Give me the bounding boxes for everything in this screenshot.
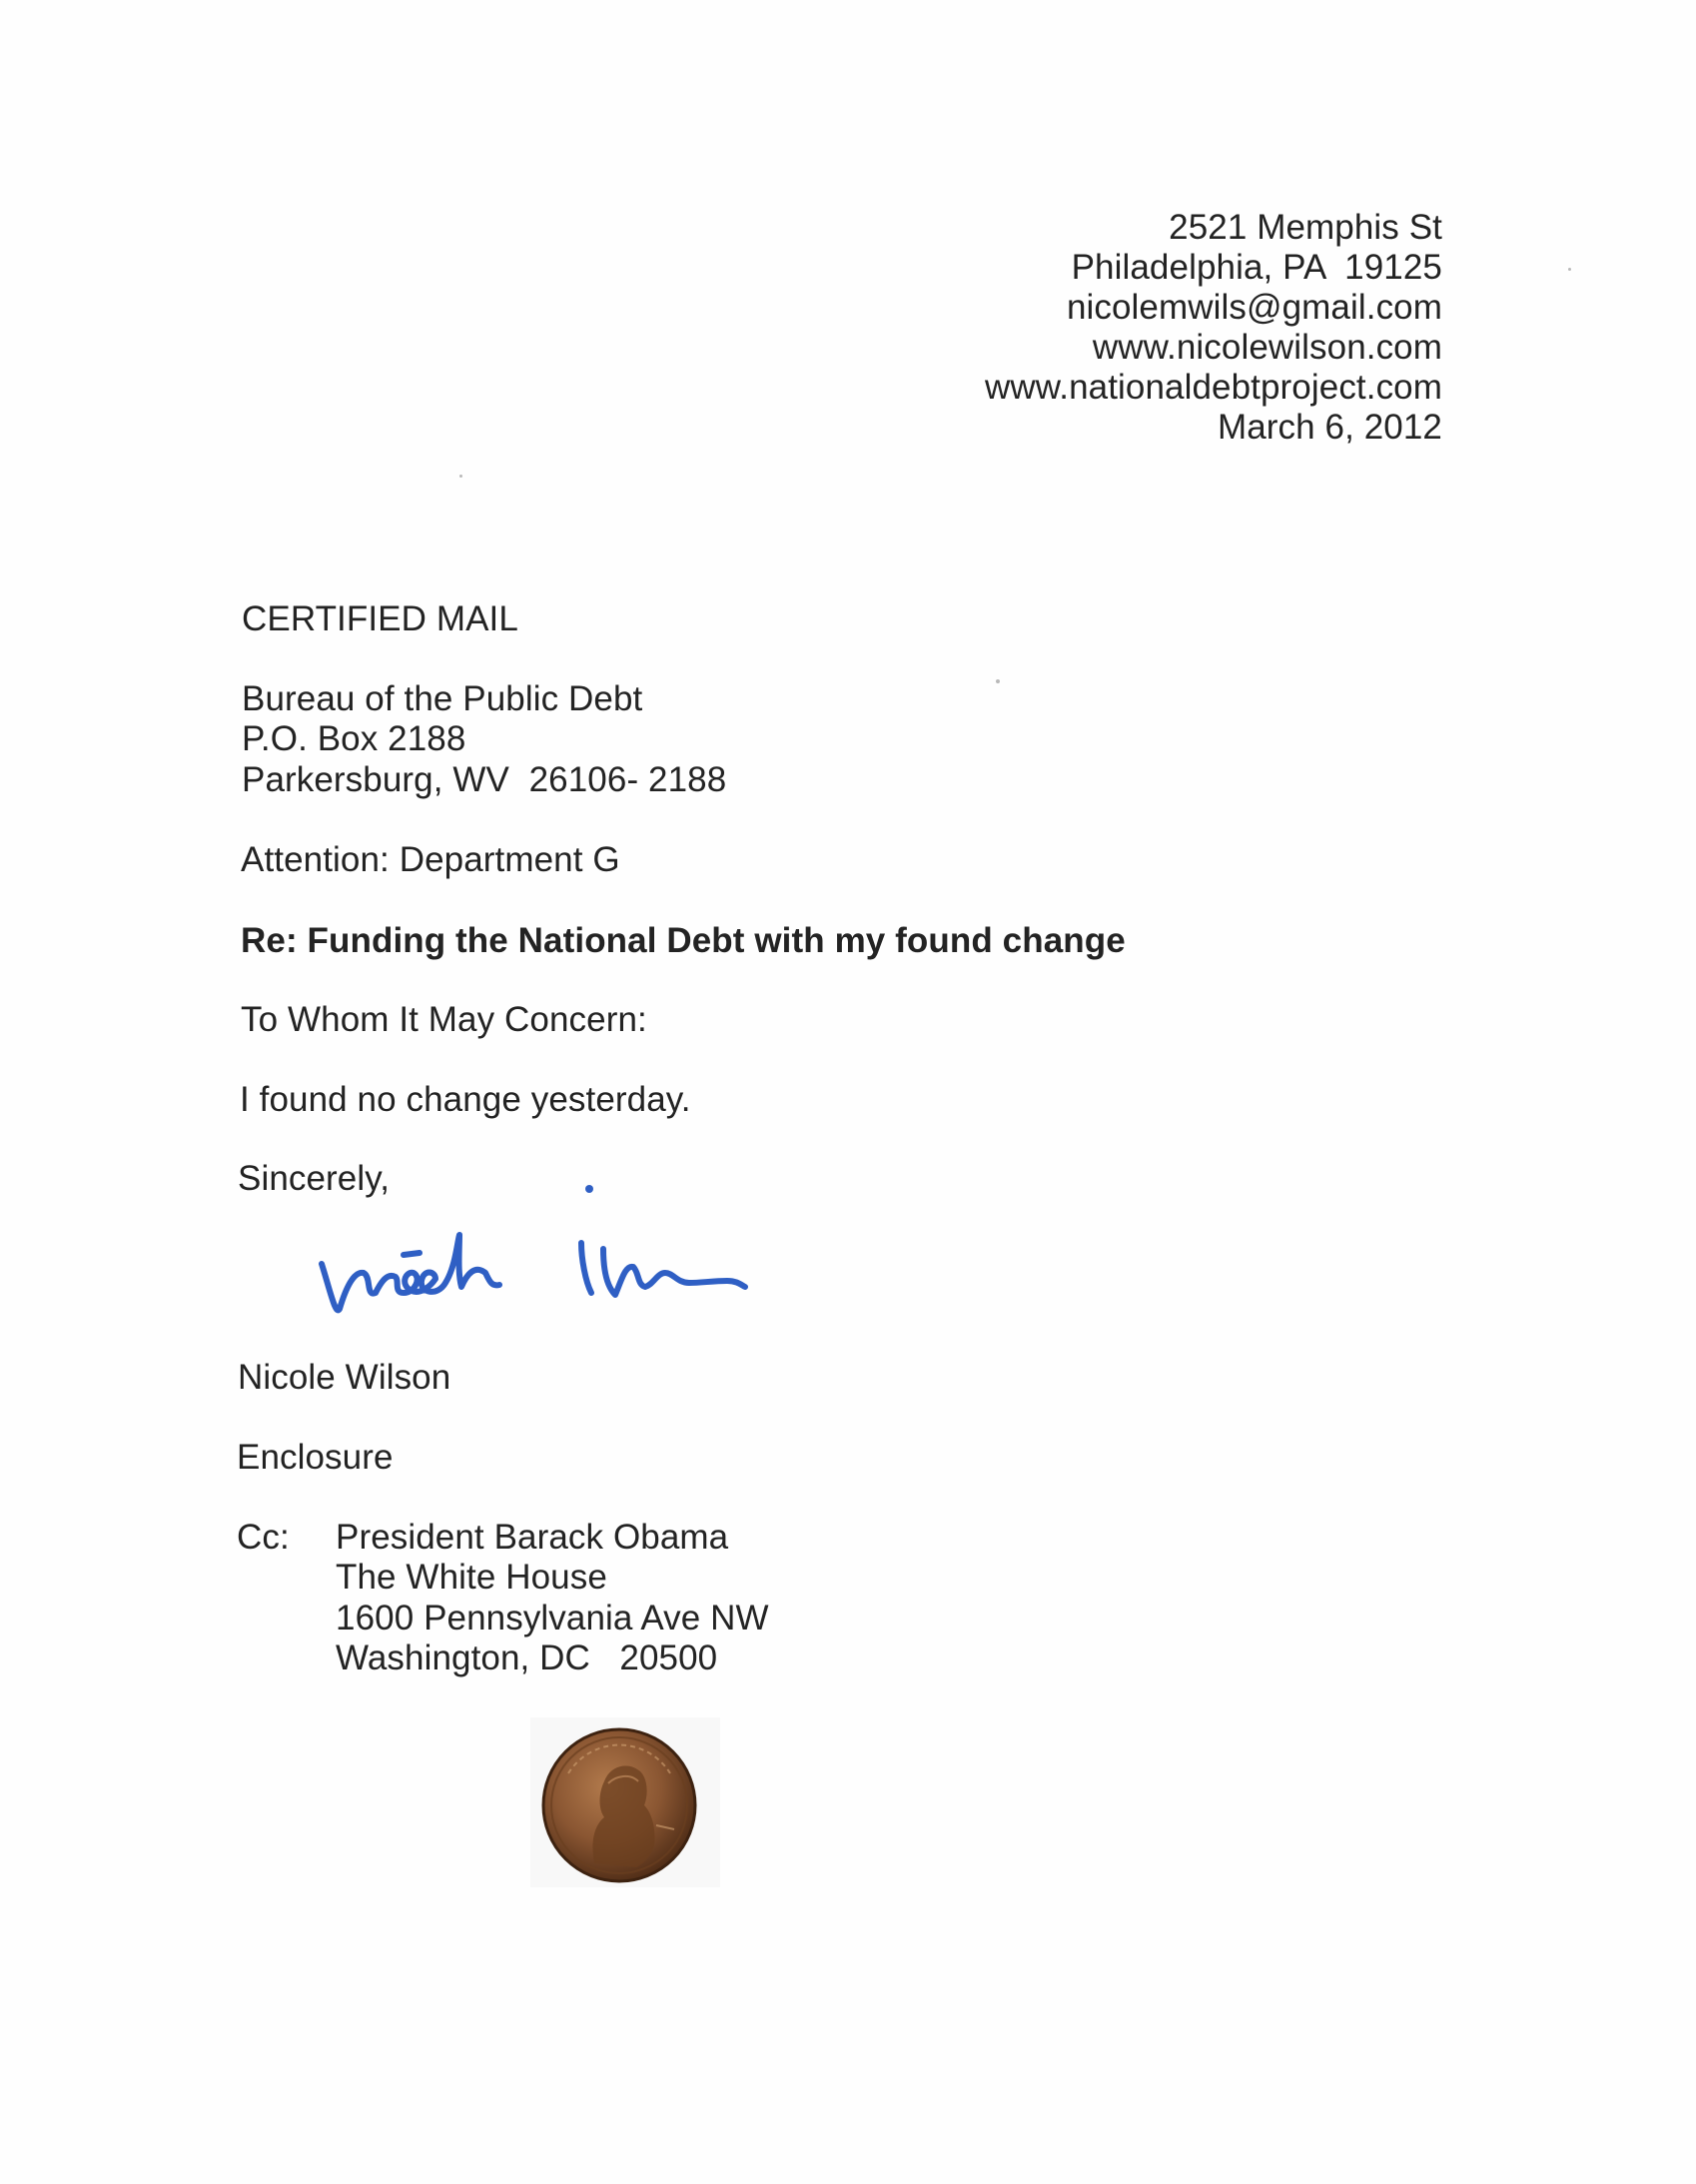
scan-speck: [459, 475, 462, 478]
closing: Sincerely,: [238, 1159, 391, 1198]
cc-label: Cc:: [237, 1518, 290, 1557]
attention-line: Attention: Department G: [241, 840, 620, 879]
sender-website-1: www.nicolewilson.com: [1092, 328, 1442, 367]
letter-body: I found no change yesterday.: [240, 1080, 691, 1119]
penny-coin-icon: [524, 1713, 724, 1893]
delivery-method: CERTIFIED MAIL: [242, 599, 518, 638]
salutation: To Whom It May Concern:: [241, 1000, 647, 1039]
scan-speck: [1568, 268, 1571, 271]
sender-email: nicolemwils@gmail.com: [1066, 288, 1442, 327]
sender-website-2: www.nationaldebtproject.com: [985, 368, 1442, 407]
sender-street: 2521 Memphis St: [1169, 208, 1442, 247]
sender-city-line: Philadelphia, PA 19125: [1071, 248, 1442, 287]
cc-name: President Barack Obama: [336, 1518, 729, 1557]
signer-name: Nicole Wilson: [238, 1358, 451, 1397]
signature-icon: [300, 1169, 769, 1319]
recipient-po-box: P.O. Box 2188: [242, 719, 466, 758]
recipient-name: Bureau of the Public Debt: [242, 679, 643, 718]
cc-street: 1600 Pennsylvania Ave NW: [336, 1599, 769, 1638]
letter-date: March 6, 2012: [1217, 408, 1442, 447]
subject-line: Re: Funding the National Debt with my found change: [241, 921, 1126, 960]
cc-city-line: Washington, DC 20500: [336, 1638, 718, 1677]
sender-address-block: [985, 208, 1442, 448]
recipient-city-line: Parkersburg, WV 26106- 2188: [242, 760, 727, 799]
cc-org: The White House: [336, 1558, 607, 1597]
enclosure-note: Enclosure: [237, 1438, 394, 1477]
scan-speck: [996, 679, 1000, 683]
